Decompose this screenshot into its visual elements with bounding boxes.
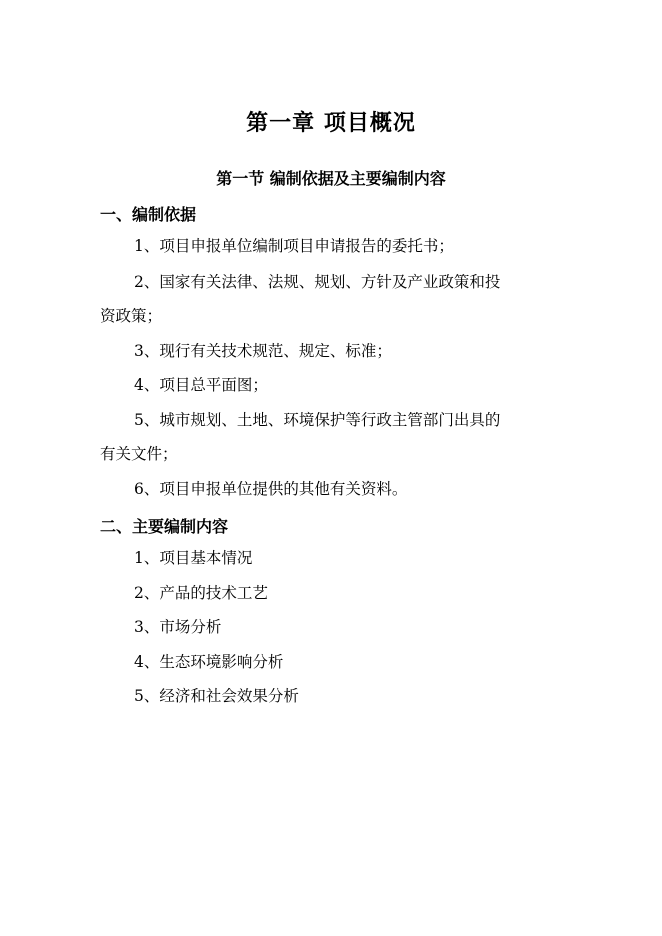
list-item: 5、城市规划、土地、环境保护等行政主管部门出具的 — [134, 411, 501, 429]
part1-heading: 一、编制依据 — [100, 205, 197, 224]
list-item: 4、生态环境影响分析 — [134, 653, 284, 671]
list-item: 3、市场分析 — [134, 618, 222, 636]
part2-heading: 二、主要编制内容 — [100, 517, 229, 536]
list-item-continuation: 有关文件； — [100, 445, 178, 463]
chapter-title: 第一章 项目概况 — [246, 110, 416, 136]
section-title: 第一节 编制依据及主要编制内容 — [216, 169, 446, 188]
list-item: 4、项目总平面图； — [134, 376, 268, 394]
list-item: 1、项目申报单位编制项目申请报告的委托书； — [134, 237, 454, 255]
list-item: 6、项目申报单位提供的其他有关资料。 — [134, 480, 408, 498]
list-item-continuation: 资政策； — [100, 307, 163, 325]
list-item: 5、经济和社会效果分析 — [134, 687, 299, 705]
list-item: 2、产品的技术工艺 — [134, 584, 268, 602]
list-item: 3、现行有关技术规范、规定、标准； — [134, 342, 392, 360]
list-item: 1、项目基本情况 — [134, 549, 253, 567]
list-item: 2、国家有关法律、法规、规划、方针及产业政策和投 — [134, 273, 501, 291]
